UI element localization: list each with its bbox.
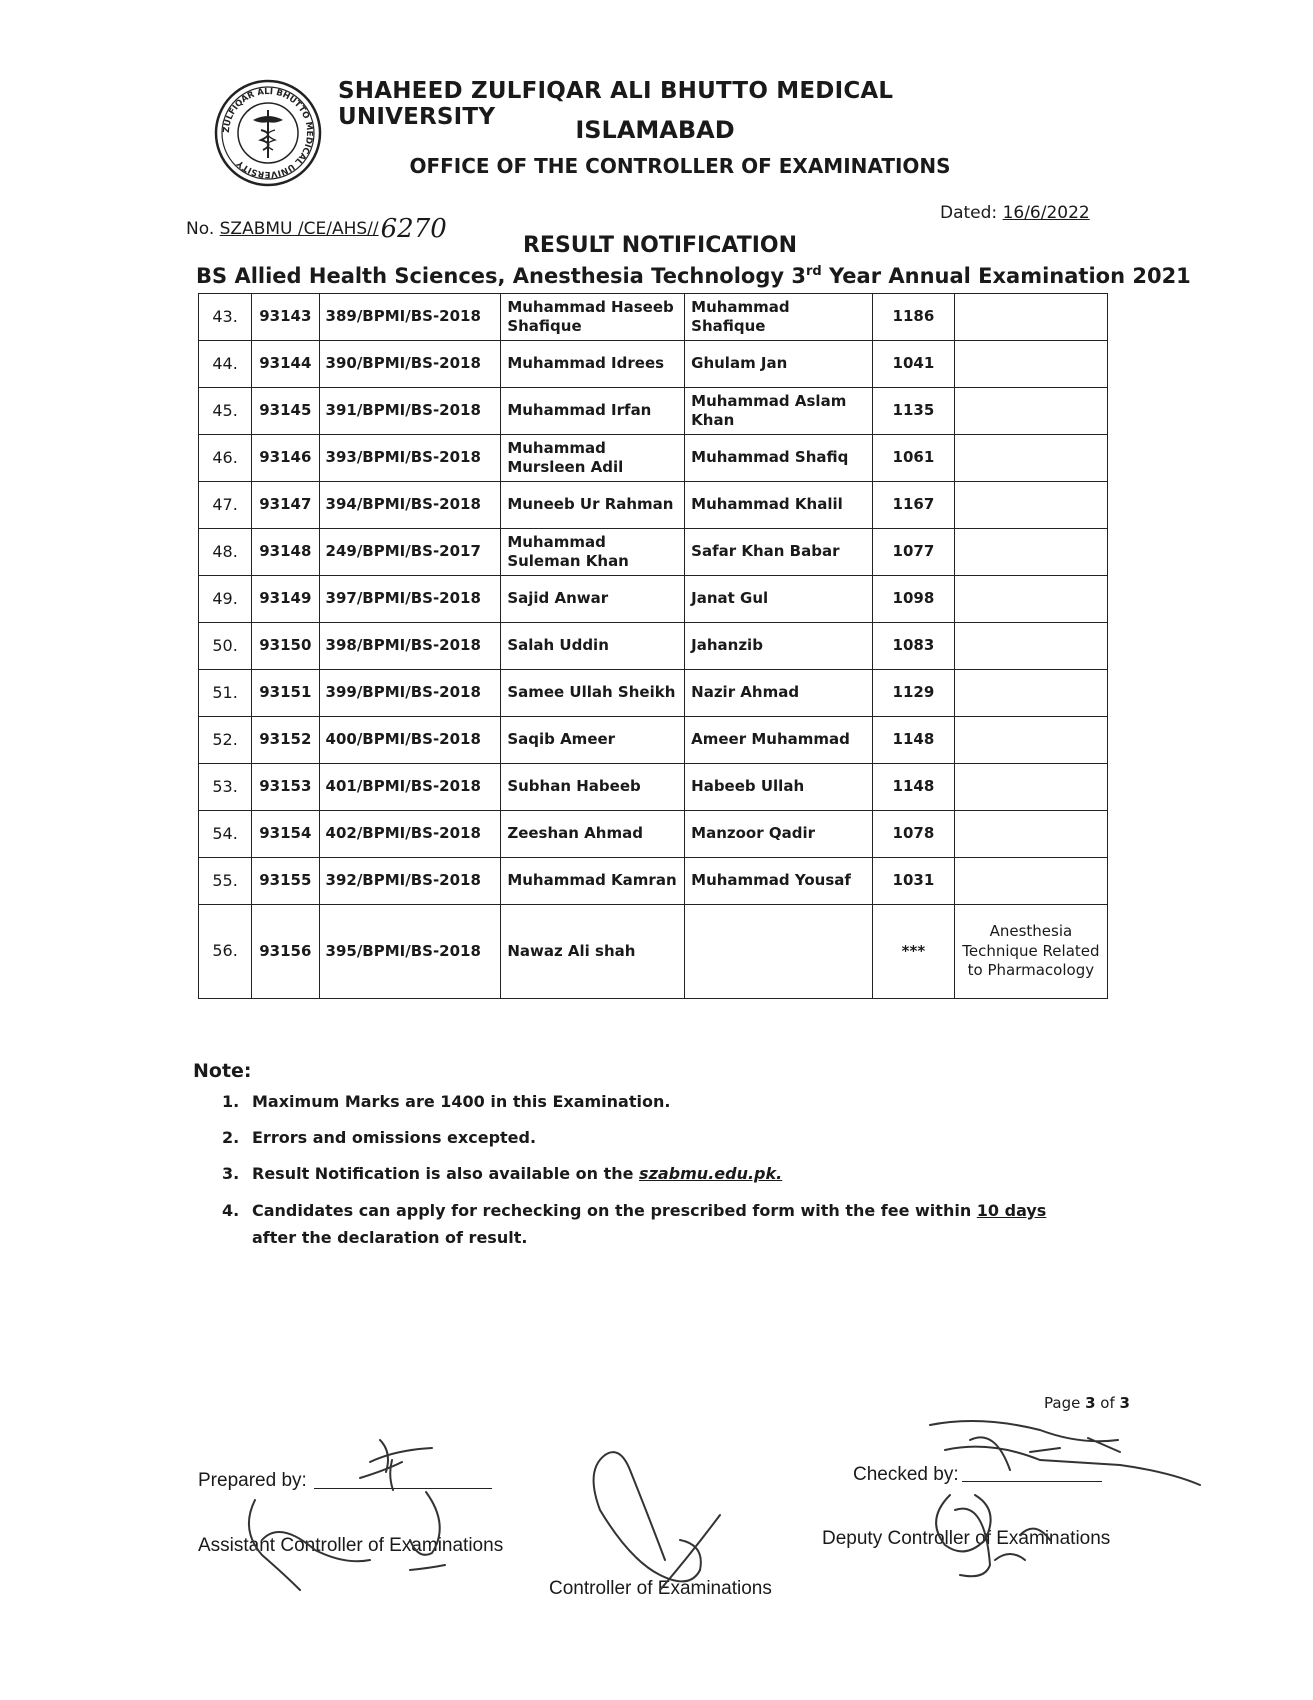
roll-number-cell: 93149 xyxy=(252,576,319,623)
student-name-cell: Nawaz Ali shah xyxy=(501,905,685,999)
serial-number-cell: 48. xyxy=(199,529,252,576)
note-text xyxy=(252,1197,1082,1251)
page-number xyxy=(1044,1394,1130,1412)
father-name-cell: Ameer Muhammad xyxy=(685,717,873,764)
serial-number-cell: 55. xyxy=(199,858,252,905)
note-text: Errors and omissions excepted. xyxy=(252,1128,537,1148)
father-name-cell: Muhammad Khalil xyxy=(685,482,873,529)
roll-number-cell: 93146 xyxy=(252,435,319,482)
roll-number-cell: 93144 xyxy=(252,341,319,388)
serial-number-cell: 44. xyxy=(199,341,252,388)
roll-number-cell: 93150 xyxy=(252,623,319,670)
controller-signature xyxy=(594,1452,720,1590)
page-of: of xyxy=(1095,1394,1120,1412)
roll-number-cell: 93155 xyxy=(252,858,319,905)
roll-number-cell: 93148 xyxy=(252,529,319,576)
note-item xyxy=(222,1088,1082,1115)
reference-handwritten-number: 6270 xyxy=(380,214,447,244)
marks-cell: 1098 xyxy=(873,576,955,623)
exam-title-main: BS Allied Health Sciences, Anesthesia Technology 3 xyxy=(196,264,806,288)
student-name-cell: Muhammad Irfan xyxy=(501,388,685,435)
note-item xyxy=(222,1160,1082,1187)
remarks-cell xyxy=(954,858,1107,905)
marks-cell: 1061 xyxy=(873,435,955,482)
page-label: Page xyxy=(1044,1394,1086,1412)
table-row xyxy=(199,905,1108,999)
student-name-cell: Subhan Habeeb xyxy=(501,764,685,811)
father-name-cell: Muhammad Shafique xyxy=(685,294,873,341)
serial-number-cell: 47. xyxy=(199,482,252,529)
note-text-after: after the declaration of result. xyxy=(252,1227,528,1247)
father-name-cell: Muhammad Shafiq xyxy=(685,435,873,482)
table-row xyxy=(199,717,1108,764)
dated-label: Dated: xyxy=(940,203,998,223)
reference-number xyxy=(186,211,447,244)
remarks-cell xyxy=(954,670,1107,717)
student-name-cell: Saqib Ameer xyxy=(501,717,685,764)
serial-number-cell: 51. xyxy=(199,670,252,717)
notes-list xyxy=(222,1088,1082,1260)
father-name-cell: Jahanzib xyxy=(685,623,873,670)
marks-cell: 1148 xyxy=(873,717,955,764)
note-item xyxy=(222,1124,1082,1151)
note-text xyxy=(252,1160,782,1187)
serial-number-cell: 52. xyxy=(199,717,252,764)
marks-cell: 1077 xyxy=(873,529,955,576)
website-link[interactable]: szabmu.edu.pk. xyxy=(639,1164,783,1184)
student-name-cell: Muneeb Ur Rahman xyxy=(501,482,685,529)
student-name-cell: Zeeshan Ahmad xyxy=(501,811,685,858)
father-name-cell: Nazir Ahmad xyxy=(685,670,873,717)
note-deadline: 10 days xyxy=(976,1200,1047,1220)
marks-cell: 1186 xyxy=(873,294,955,341)
remarks-cell xyxy=(954,717,1107,764)
father-name-cell: Manzoor Qadir xyxy=(685,811,873,858)
registration-number-cell: 401/BPMI/BS-2018 xyxy=(319,764,501,811)
table-row xyxy=(199,670,1108,717)
note-item xyxy=(222,1197,1082,1251)
reference-code: SZABMU /CE/AHS// xyxy=(219,219,379,239)
registration-number-cell: 395/BPMI/BS-2018 xyxy=(319,905,501,999)
roll-number-cell: 93156 xyxy=(252,905,319,999)
registration-number-cell: 400/BPMI/BS-2018 xyxy=(319,717,501,764)
marks-cell: 1135 xyxy=(873,388,955,435)
prepared-by-label: Prepared by: xyxy=(198,1470,307,1491)
marks-cell: *** xyxy=(873,905,955,999)
table-row xyxy=(199,576,1108,623)
document-title: RESULT NOTIFICATION xyxy=(522,233,797,258)
student-name-cell: Sajid Anwar xyxy=(501,576,685,623)
note-title: Note: xyxy=(193,1060,252,1082)
exam-title xyxy=(196,264,1191,288)
table-row xyxy=(199,294,1108,341)
registration-number-cell: 402/BPMI/BS-2018 xyxy=(319,811,501,858)
deputy-controller-title: Deputy Controller of Examinations xyxy=(822,1528,1111,1549)
marks-cell: 1031 xyxy=(873,858,955,905)
registration-number-cell: 397/BPMI/BS-2018 xyxy=(319,576,501,623)
note-number: 4. xyxy=(222,1200,240,1220)
father-name-cell: Habeeb Ullah xyxy=(685,764,873,811)
table-row xyxy=(199,341,1108,388)
student-name-cell: Muhammad Kamran xyxy=(501,858,685,905)
prepared-by-signature xyxy=(360,1440,432,1490)
student-name-cell: Muhammad Suleman Khan xyxy=(501,529,685,576)
father-name-cell: Safar Khan Babar xyxy=(685,529,873,576)
remarks-cell xyxy=(954,811,1107,858)
page-current: 3 xyxy=(1085,1394,1096,1412)
father-name-cell: Janat Gul xyxy=(685,576,873,623)
university-seal-logo xyxy=(213,78,323,188)
note-number: 2. xyxy=(222,1128,240,1148)
table-row xyxy=(199,482,1108,529)
roll-number-cell: 93153 xyxy=(252,764,319,811)
checked-by-line xyxy=(962,1481,1102,1482)
roll-number-cell: 93147 xyxy=(252,482,319,529)
registration-number-cell: 399/BPMI/BS-2018 xyxy=(319,670,501,717)
marks-cell: 1041 xyxy=(873,341,955,388)
remarks-cell xyxy=(954,529,1107,576)
roll-number-cell: 93154 xyxy=(252,811,319,858)
registration-number-cell: 391/BPMI/BS-2018 xyxy=(319,388,501,435)
remarks-cell xyxy=(954,435,1107,482)
remarks-cell xyxy=(954,341,1107,388)
table-row xyxy=(199,623,1108,670)
table-row xyxy=(199,811,1108,858)
father-name-cell: Ghulam Jan xyxy=(685,341,873,388)
father-name-cell: Muhammad Yousaf xyxy=(685,858,873,905)
serial-number-cell: 43. xyxy=(199,294,252,341)
marks-cell: 1148 xyxy=(873,764,955,811)
reference-prefix: No. xyxy=(186,219,215,239)
roll-number-cell: 93152 xyxy=(252,717,319,764)
father-name-cell: Muhammad Aslam Khan xyxy=(685,388,873,435)
remarks-cell xyxy=(954,764,1107,811)
dated-value: 16/6/2022 xyxy=(1002,203,1090,223)
svg-text:ZULFIQAR ALI BHUTTO MEDICAL UN: ZULFIQAR ALI BHUTTO MEDICAL UNIVERSITY xyxy=(221,86,315,180)
university-city: ISLAMABAD xyxy=(575,116,735,144)
serial-number-cell: 50. xyxy=(199,623,252,670)
marks-cell: 1083 xyxy=(873,623,955,670)
remarks-cell: Anesthesia Technique Related to Pharmacology xyxy=(954,905,1107,999)
checked-by-signature xyxy=(930,1421,1200,1485)
assistant-controller-title: Assistant Controller of Examinations xyxy=(198,1535,504,1556)
registration-number-cell: 394/BPMI/BS-2018 xyxy=(319,482,501,529)
remarks-cell xyxy=(954,482,1107,529)
roll-number-cell: 93145 xyxy=(252,388,319,435)
father-name-cell xyxy=(685,905,873,999)
note-number: 3. xyxy=(222,1164,240,1184)
student-name-cell: Muhammad Mursleen Adil xyxy=(501,435,685,482)
page-total: 3 xyxy=(1119,1394,1130,1412)
university-name: SHAHEED ZULFIQAR ALI BHUTTO MEDICAL UNIVERSITY xyxy=(338,78,894,130)
marks-cell: 1078 xyxy=(873,811,955,858)
exam-title-rest: Year Annual Examination 2021 xyxy=(821,264,1191,288)
results-table xyxy=(198,293,1108,999)
student-name-cell: Muhammad Idrees xyxy=(501,341,685,388)
student-name-cell: Muhammad Haseeb Shafique xyxy=(501,294,685,341)
office-name: OFFICE OF THE CONTROLLER OF EXAMINATIONS xyxy=(409,154,951,178)
serial-number-cell: 56. xyxy=(199,905,252,999)
serial-number-cell: 49. xyxy=(199,576,252,623)
registration-number-cell: 392/BPMI/BS-2018 xyxy=(319,858,501,905)
registration-number-cell: 389/BPMI/BS-2018 xyxy=(319,294,501,341)
marks-cell: 1167 xyxy=(873,482,955,529)
serial-number-cell: 54. xyxy=(199,811,252,858)
note-text-main: Result Notification is also available on the xyxy=(252,1164,640,1184)
remarks-cell xyxy=(954,388,1107,435)
exam-title-sup: rd xyxy=(805,264,822,279)
roll-number-cell: 93151 xyxy=(252,670,319,717)
serial-number-cell: 45. xyxy=(199,388,252,435)
prepared-by-line xyxy=(314,1488,492,1489)
remarks-cell xyxy=(954,576,1107,623)
checked-by-label: Checked by: xyxy=(853,1464,959,1485)
student-name-cell: Samee Ullah Sheikh xyxy=(501,670,685,717)
registration-number-cell: 249/BPMI/BS-2017 xyxy=(319,529,501,576)
registration-number-cell: 393/BPMI/BS-2018 xyxy=(319,435,501,482)
table-row xyxy=(199,435,1108,482)
roll-number-cell: 93143 xyxy=(252,294,319,341)
registration-number-cell: 398/BPMI/BS-2018 xyxy=(319,623,501,670)
table-row xyxy=(199,858,1108,905)
serial-number-cell: 46. xyxy=(199,435,252,482)
dated xyxy=(940,203,1090,223)
serial-number-cell: 53. xyxy=(199,764,252,811)
remarks-cell xyxy=(954,294,1107,341)
results-table-body xyxy=(199,294,1108,999)
note-text-main: Candidates can apply for rechecking on the prescribed form with the fee within xyxy=(252,1200,977,1220)
remarks-cell xyxy=(954,623,1107,670)
note-number: 1. xyxy=(222,1092,240,1111)
student-name-cell: Salah Uddin xyxy=(501,623,685,670)
controller-title: Controller of Examinations xyxy=(549,1578,772,1599)
marks-cell: 1129 xyxy=(873,670,955,717)
table-row xyxy=(199,388,1108,435)
note-text: Maximum Marks are 1400 in this Examination. xyxy=(252,1092,671,1111)
table-row xyxy=(199,764,1108,811)
table-row xyxy=(199,529,1108,576)
registration-number-cell: 390/BPMI/BS-2018 xyxy=(319,341,501,388)
